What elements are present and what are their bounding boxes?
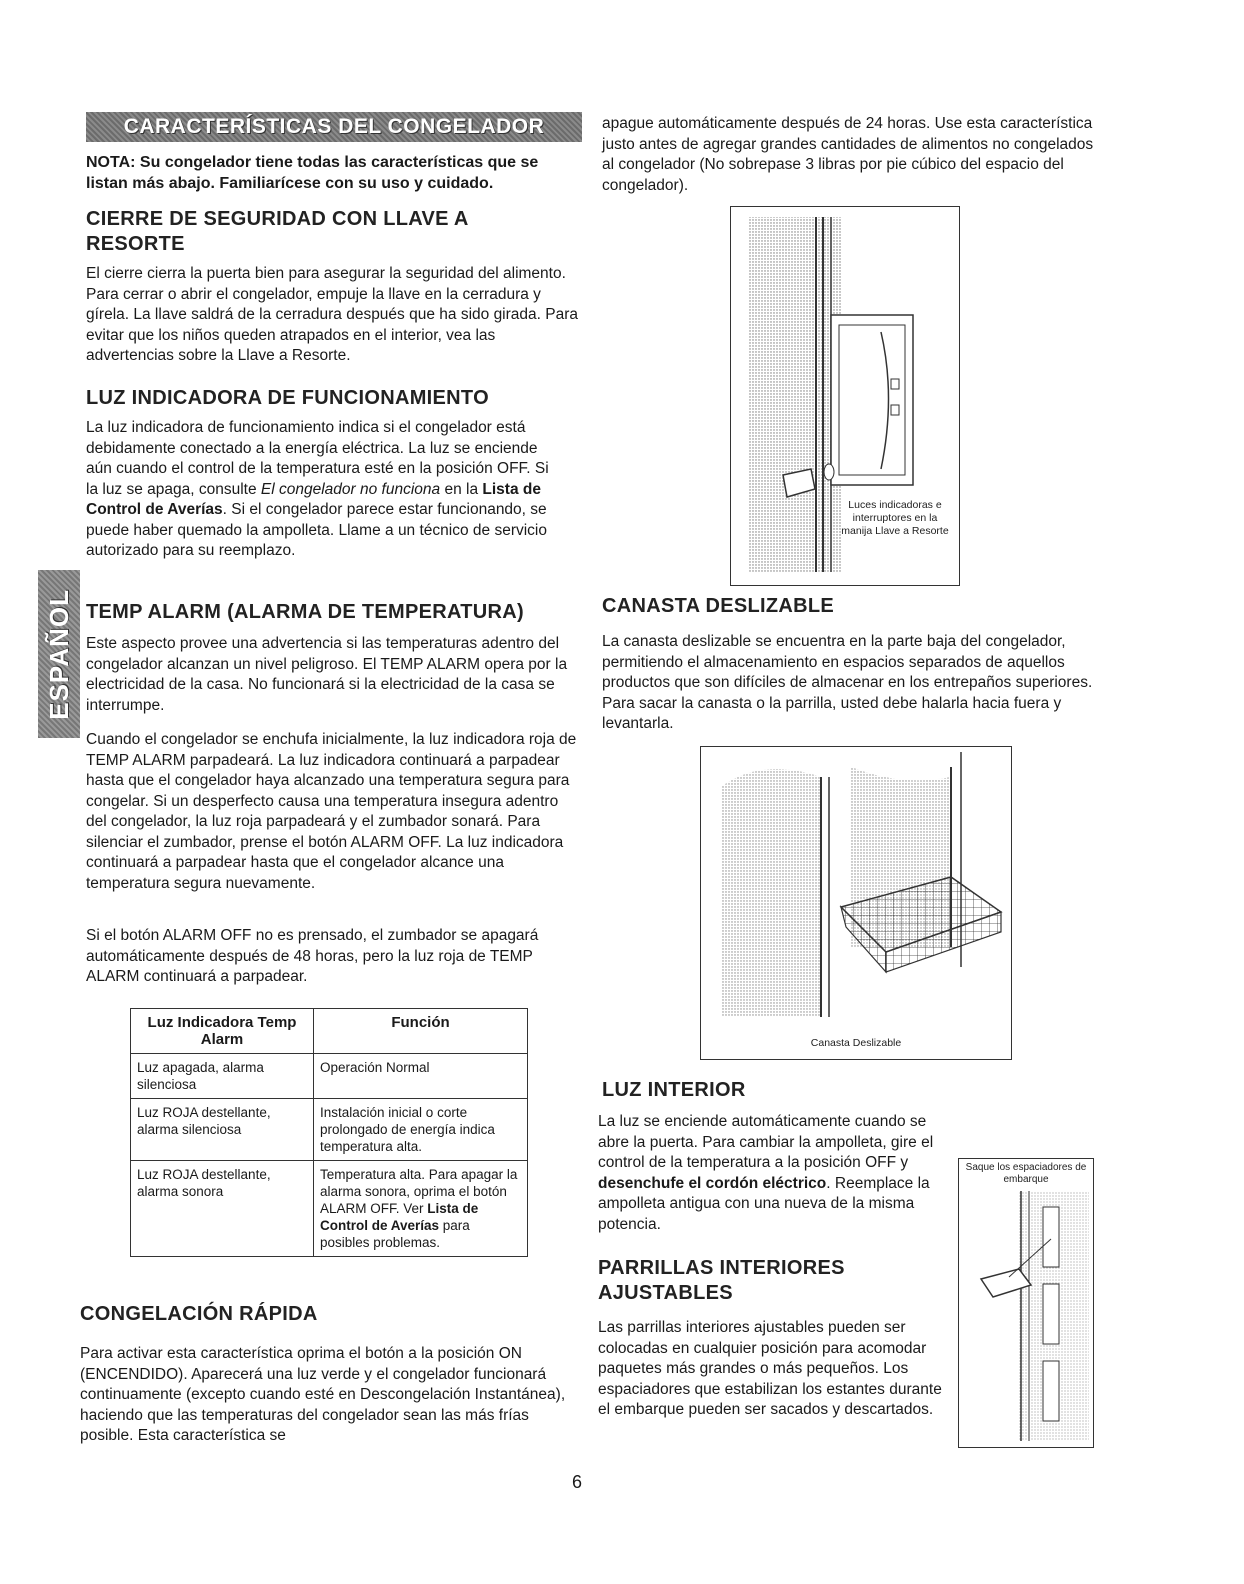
page-number: 6 [572, 1472, 583, 1492]
cell-bold-ref: Lista de Control de Averías [320, 1201, 479, 1233]
lock-title: CIERRE DE SEGURIDAD CON LLAVE A RESORTE [86, 208, 468, 255]
basket-illustration [701, 747, 1011, 1037]
temp-alarm-table [130, 1008, 528, 1257]
fast-freeze-body: Para activar esta característica oprima el botón a la posición ON (ENCENDIDO). Aparecerá una luz verde y el congelador funcionará continuamente (excepto cuando esté en Descongelación Instantánea), haciendo que las temperaturas del congelador sean las más frías posible. Esta característica se [80, 1345, 566, 1444]
table-cell-function: Operación Normal [314, 1054, 528, 1099]
spacers-figure [958, 1158, 1094, 1448]
note-tail: Familiarícese con su uso y cuidado. [219, 175, 494, 192]
temp-alarm-title: TEMP ALARM (ALARMA DE TEMPERATURA) [86, 601, 524, 623]
troubleshooting-ref: Lista de Control de Averías [86, 480, 541, 518]
unplug-instruction: desenchufe el cordón eléctrico [598, 1174, 827, 1192]
cell-text-b: para posibles problemas. [320, 1218, 470, 1250]
basket-title: CANASTA DESLIZABLE [602, 595, 835, 617]
basket-figure [700, 746, 1012, 1060]
shelf-spacer-illustration [959, 1159, 1093, 1447]
lock-body: El cierre cierra la puerta bien para asegurar la seguridad del alimento. Para cerrar o abrir el congelador, empuje la llave en la cerradura y gírela. La llave saldrá de la cerradura después que ha sido girada. Para evitar que los niños queden atrapados en el interior, vea las advertencias sobre la Llave a Resorte. [86, 265, 579, 364]
lock-figure-caption: Luces indicadoras e interruptores en la manija Llave a Resorte [841, 499, 949, 537]
note-text: Su congelador tiene todas las características que se listan más abajo. [86, 154, 539, 192]
note [86, 152, 576, 194]
table-row [131, 1161, 528, 1257]
interior-light-title: LUZ INTERIOR [602, 1079, 746, 1101]
shelves-body: Las parrillas interiores ajustables pueden ser colocadas en cualquier posición para acomodar paquetes más grandes o más pequeños. Los espaciadores que estabilizan los estantes durante el embarque pueden ser sacados y descartados. [598, 1319, 942, 1418]
table-cell-function: Instalación inicial o corte prolongado de energía indica temperatura alta. [314, 1099, 528, 1161]
power-light-text-a: La luz indicadora de funcionamiento indica si el congelador está debidamente conectado a la energía eléctrica. La luz se enciende aún cuando el control de la temperatura esté en la posición OFF. Si la luz se apaga, consulte [86, 419, 549, 498]
shelves-title: PARRILLAS INTERIORES AJUSTABLES [598, 1257, 845, 1304]
table-cell-light: Luz ROJA destellante, alarma sonora [131, 1161, 314, 1257]
interior-light-text-a: La luz se enciende automáticamente cuando se abre la puerta. Para cambiar la ampolleta, gire el control de la temperatura a la posición OFF y [598, 1113, 934, 1171]
power-light-body [86, 418, 564, 562]
language-tab-label: ESPAÑOL [43, 588, 74, 720]
language-tab [38, 570, 80, 738]
interior-light-text-b: . Reemplace la ampolleta antigua con una nueva de la misma potencia. [598, 1174, 930, 1233]
lock-figure [730, 206, 960, 586]
table-row [131, 1054, 528, 1099]
cell-text-a: Temperatura alta. Para apagar la alarma sonora, oprima el botón ALARM OFF. Ver [320, 1167, 518, 1216]
section-banner: CARACTERÍSTICAS DEL CONGELADOR [86, 112, 582, 142]
spacers-figure-caption: Saque los espaciadores de embarque [965, 1162, 1087, 1185]
basket-body: La canasta deslizable se encuentra en la parte baja del congelador, permitiendo el almacenamiento en espacios separados de aquellos productos que son difíciles de almacenar en los entrepaños superiores. Para sacar la canasta o la parrilla, usted debe halarla hacia fuera y levantarla. [602, 633, 1093, 732]
table-header-function: Función [314, 1009, 528, 1054]
table-header-light: Luz Indicadora Temp Alarm [131, 1009, 314, 1054]
table-cell-light: Luz ROJA destellante, alarma silenciosa [131, 1099, 314, 1161]
table-cell-function [314, 1161, 528, 1257]
power-light-text-c: . Si el congelador parece estar funcionando, se puede haber quemado la ampolleta. Llame a un técnico de servicio autorizado para su reemplazo. [86, 501, 547, 559]
temp-alarm-p2: Cuando el congelador se enchufa inicialmente, la luz indicadora roja de TEMP ALARM parpadeará. La luz indicadora continuará a parpadear hasta que el congelador haya alcanzado una temperatura segura para congelar. Si un desperfecto causa una temperatura insegura adentro del congelador, la luz roja parpadeará y el zumbador sonará. Para silenciar el zumbador, prense el botón ALARM OFF. La luz indicadora continuará a parpadear hasta que el congelador alcance una temperatura segura nuevamente. [86, 731, 577, 892]
temp-alarm-p1: Este aspecto provee una advertencia si las temperaturas adentro del congelador alcanzan un nivel peligroso. El TEMP ALARM opera por la electricidad de la casa. No funcionará si la electricidad de la casa se interrumpe. [86, 635, 568, 714]
basket-figure-caption: Canasta Deslizable [810, 1037, 902, 1049]
power-light-text-b: en la [440, 480, 483, 498]
power-light-italic: El congelador no funciona [260, 480, 441, 498]
table-cell-light: Luz apagada, alarma silenciosa [131, 1054, 314, 1099]
fast-freeze-continued: apague automáticamente después de 24 horas. Use esta característica justo antes de agregar grandes cantidades de alimentos no congelados al congelador (No sobrepase 3 libras por pie cúbico del espacio del congelador). [602, 115, 1094, 194]
power-light-title: LUZ INDICADORA DE FUNCIONAMIENTO [86, 387, 489, 409]
temp-alarm-p3: Si el botón ALARM OFF no es prensado, el zumbador se apagará automáticamente después de 48 horas, pero la luz roja de TEMP ALARM continuará a parpadear. [86, 927, 539, 985]
interior-light-body [598, 1112, 960, 1235]
fast-freeze-title: CONGELACIÓN RÁPIDA [80, 1303, 318, 1325]
table-row [131, 1099, 528, 1161]
note-lead: NOTA: [86, 154, 136, 171]
